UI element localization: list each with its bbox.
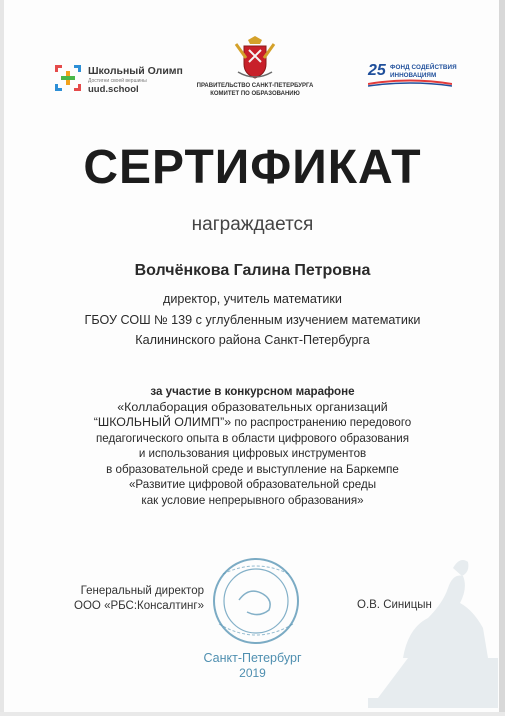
fund-number: 25 (368, 62, 386, 79)
body-line-3-rest: по распространению передового (231, 416, 412, 429)
certificate-body (0, 384, 505, 508)
body-line-6: в образовательной среде и выступление на Баркемпе (106, 462, 399, 476)
spb-government-logo (190, 36, 320, 108)
awarded-text: награждается (191, 214, 314, 235)
school-olymp-logo (54, 62, 184, 98)
body-line-8: как условие непрерывного образования» (141, 493, 364, 507)
fund-swoosh-icon (368, 79, 452, 87)
school-olymp-site: uud.school (88, 84, 139, 95)
recipient-name: Волчёнкова Галина Петровна (134, 262, 371, 279)
government-line-2: КОМИТЕТ ПО ОБРАЗОВАНИЮ (210, 91, 300, 97)
recipient-district: Калининского района Санкт-Петербурга (135, 333, 370, 347)
body-line-2: «Коллаборация образовательных организаций (117, 399, 388, 414)
recipient-school: ГБОУ СОШ № 139 с углубленным изучением математики (84, 313, 421, 327)
body-line-3-project: “ШКОЛЬНЫЙ ОЛИМП”» (93, 415, 232, 429)
bronze-horseman-watermark-icon (348, 548, 500, 708)
signatory-title (54, 584, 204, 614)
body-line-5: и использования цифровых инструментов (138, 447, 367, 460)
scan-edge-bottom (0, 712, 505, 716)
body-line-7: «Развитие цифровой образовательной среды (128, 478, 377, 491)
innovation-fund-logo (368, 62, 457, 86)
signatory-name: О.В. Синицын (357, 599, 432, 611)
body-line-3 (0, 415, 505, 431)
certificate-title: СЕРТИФИКАТ (83, 141, 422, 194)
signatory-title-line-1: Генеральный директор (80, 585, 204, 597)
fund-line-1: ФОНД СОДЕЙСТВИЯ (390, 64, 457, 71)
year-text: 2019 (239, 666, 266, 680)
company-stamp-icon (203, 556, 309, 646)
signatory-title-line-2: ООО «РБС:Консалтинг» (74, 600, 204, 612)
body-line-1: за участие в конкурсном марафоне (150, 385, 355, 398)
scan-edge-left (0, 0, 4, 716)
school-olymp-tagline: Достигни своей вершины (88, 78, 147, 84)
government-line-1: ПРАВИТЕЛЬСТВО САНКТ-ПЕТЕРБУРГА (196, 83, 314, 89)
recipient-position: директор, учитель математики (163, 292, 342, 306)
city-text: Санкт-Петербург (203, 651, 302, 665)
spb-coat-of-arms-icon (234, 36, 276, 80)
fund-line-2: ИННОВАЦИЯМ (390, 72, 437, 79)
body-line-4: педагогического опыта в области цифрового образования (95, 431, 410, 445)
school-olymp-name: Школьный Олимп (88, 65, 183, 77)
school-olymp-mark-icon (54, 64, 82, 92)
